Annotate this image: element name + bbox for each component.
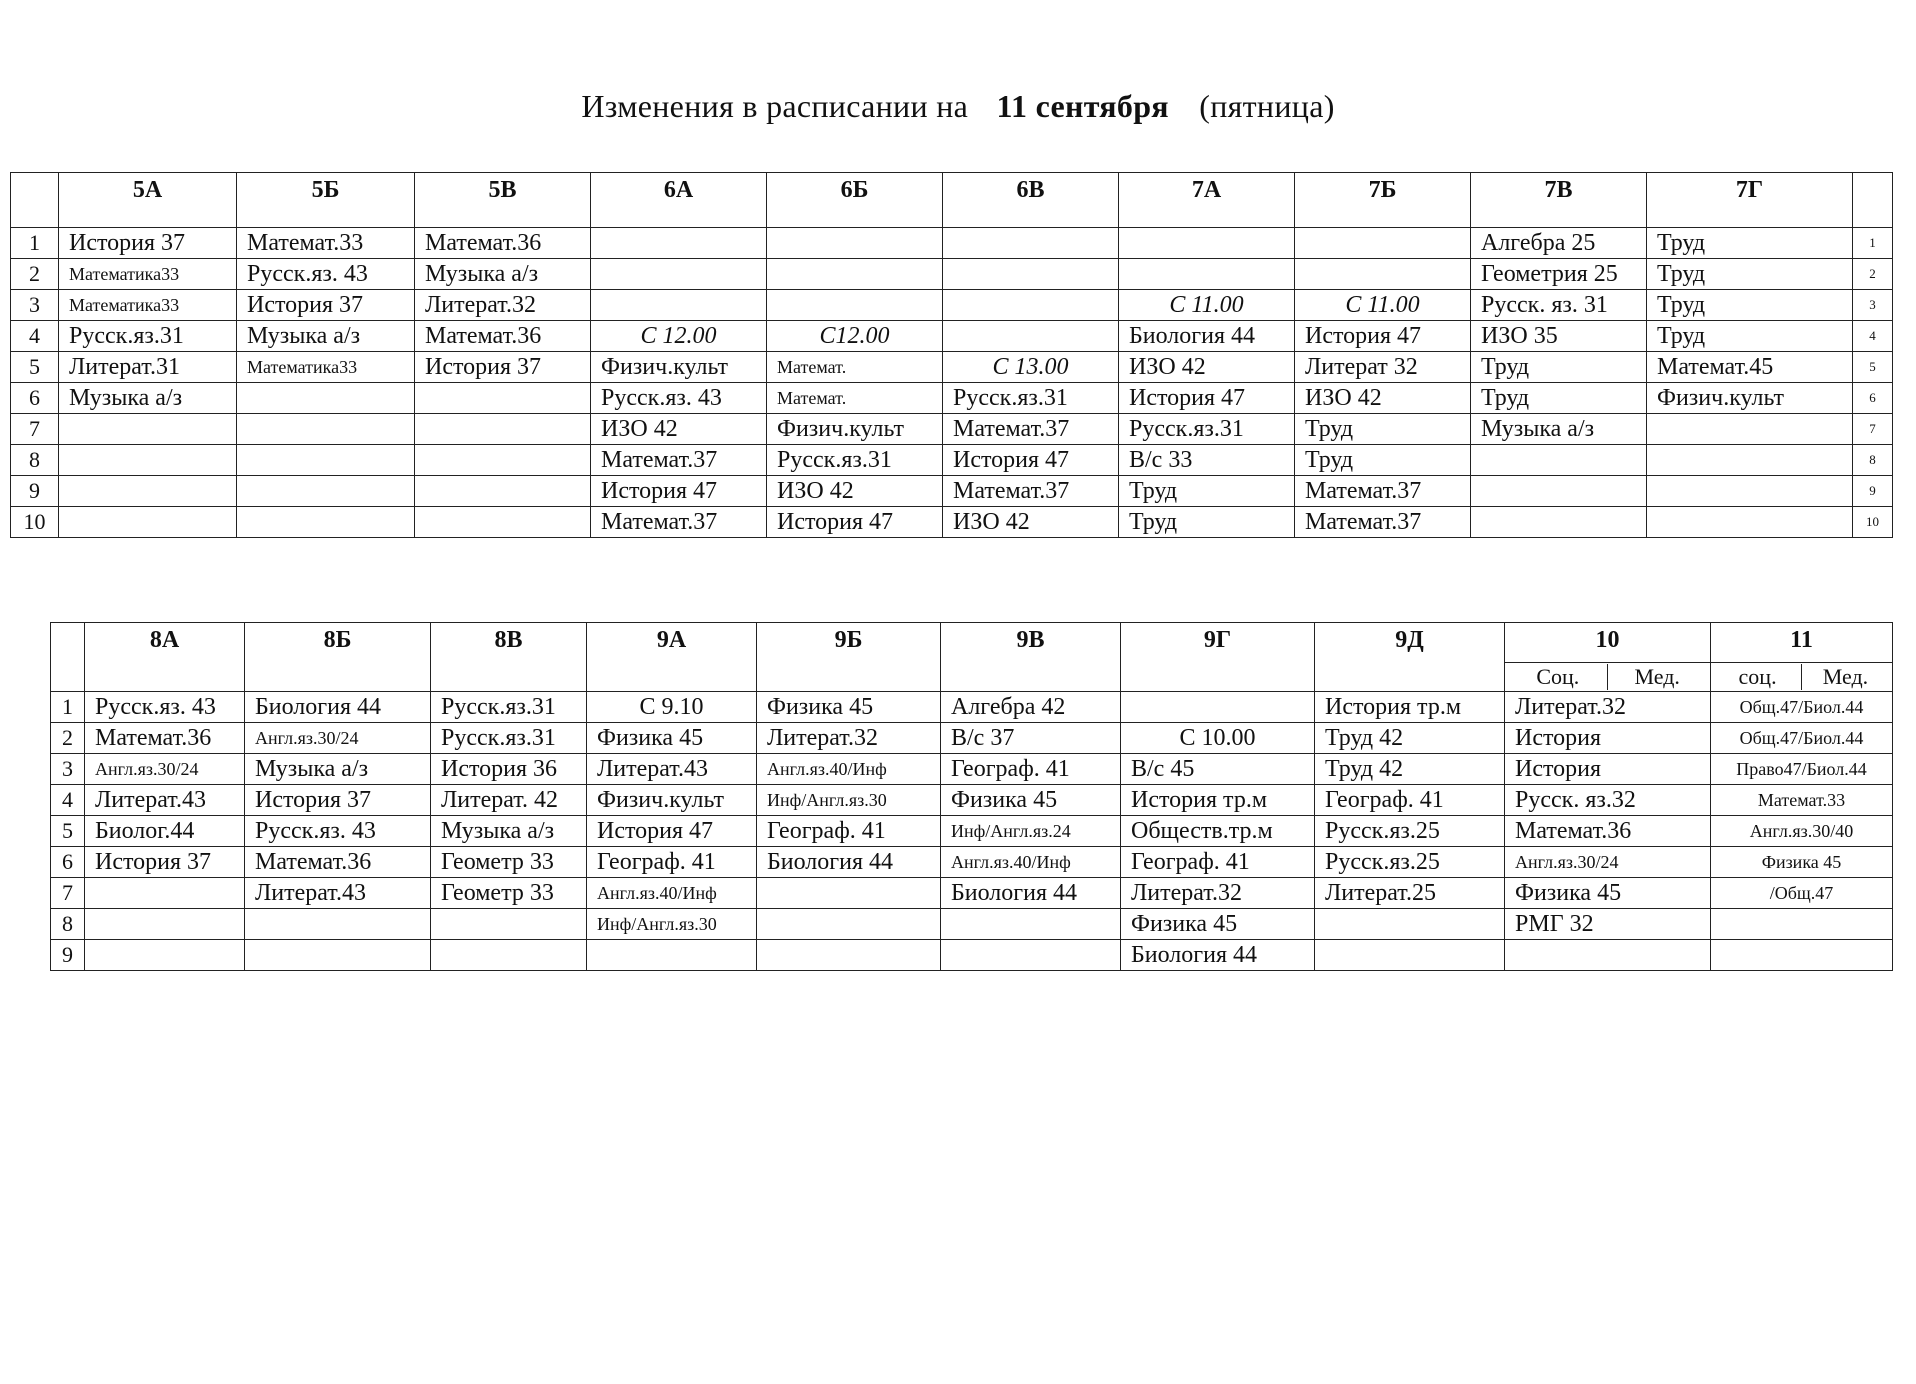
schedule-cell: С12.00 [767, 321, 943, 352]
schedule-cell: Биология 44 [245, 692, 431, 723]
schedule-cell: История 37 [415, 352, 591, 383]
schedule-cell: Англ.яз.40/Инф [757, 754, 941, 785]
schedule-cell: Географ. 41 [941, 754, 1121, 785]
table-row [11, 476, 1893, 507]
schedule-cell [591, 259, 767, 290]
schedule-cell: Инф/Англ.яз.30 [587, 909, 757, 940]
schedule-cell [85, 909, 245, 940]
schedule-cell: История 47 [587, 816, 757, 847]
schedule-cell: Англ.яз.40/Инф [941, 847, 1121, 878]
schedule-cell: Математ.37 [1295, 507, 1471, 538]
schedule-cell: Музыка а/з [59, 383, 237, 414]
schedule-cell: Литерат.32 [1121, 878, 1315, 909]
schedule-cell: С 10.00 [1121, 723, 1315, 754]
schedule-cell: Физика 45 [941, 785, 1121, 816]
schedule-cell: С 12.00 [591, 321, 767, 352]
schedule-cell: Труд [1647, 228, 1853, 259]
schedule-cell [415, 383, 591, 414]
schedule-cell: Русск.яз. 43 [591, 383, 767, 414]
schedule-cell: Музыка а/з [1471, 414, 1647, 445]
schedule-cell [59, 476, 237, 507]
schedule-cell: История 37 [85, 847, 245, 878]
schedule-cell: История 37 [245, 785, 431, 816]
schedule-cell: Литерат.31 [59, 352, 237, 383]
lesson-number-right: 5 [1853, 352, 1893, 383]
lesson-number: 1 [11, 228, 59, 259]
schedule-cell: Англ.яз.30/40 [1711, 816, 1893, 847]
lesson-number: 5 [11, 352, 59, 383]
title-date: 11 сентября [996, 88, 1169, 124]
schedule-cell: Русск.яз. 43 [237, 259, 415, 290]
schedule-cell [943, 321, 1119, 352]
schedule-cell: Литерат.43 [85, 785, 245, 816]
schedule-cell: Англ.яз.30/24 [245, 723, 431, 754]
schedule-cell: Русск.яз.31 [431, 692, 587, 723]
class-header: 7А [1119, 173, 1295, 228]
schedule-cell: Инф/Англ.яз.30 [757, 785, 941, 816]
lesson-number: 9 [11, 476, 59, 507]
table2-corner [51, 623, 85, 692]
schedule-cell: Физика 45 [1711, 847, 1893, 878]
schedule-cell: Общ.47/Биол.44 [1711, 692, 1893, 723]
schedule-cell [1647, 445, 1853, 476]
class-header: 7Б [1295, 173, 1471, 228]
schedule-cell [757, 909, 941, 940]
schedule-cell: Математ.37 [1295, 476, 1471, 507]
schedule-cell: История 47 [1119, 383, 1295, 414]
lesson-number: 6 [51, 847, 85, 878]
schedule-cell: С 11.00 [1295, 290, 1471, 321]
schedule-cell: Математ. [767, 352, 943, 383]
schedule-cell: Географ. 41 [587, 847, 757, 878]
schedule-cell [245, 940, 431, 971]
schedule-cell: Труд [1295, 414, 1471, 445]
schedule-cell [1119, 259, 1295, 290]
schedule-cell: История 47 [1295, 321, 1471, 352]
schedule-cell: Русск.яз.31 [1119, 414, 1295, 445]
schedule-cell: Биология 44 [1119, 321, 1295, 352]
schedule-cell: Математ.36 [415, 228, 591, 259]
lesson-number-right: 3 [1853, 290, 1893, 321]
lesson-number-right: 2 [1853, 259, 1893, 290]
lesson-number-right: 8 [1853, 445, 1893, 476]
schedule-cell [237, 476, 415, 507]
lesson-number: 3 [51, 754, 85, 785]
schedule-cell: С 13.00 [943, 352, 1119, 383]
title-day: (пятница) [1199, 88, 1335, 124]
schedule-cell [237, 445, 415, 476]
schedule-cell: Труд [1647, 321, 1853, 352]
schedule-cell [237, 507, 415, 538]
schedule-cell: Англ.яз.40/Инф [587, 878, 757, 909]
schedule-cell: /Общ.47 [1711, 878, 1893, 909]
schedule-cell: ИЗО 42 [591, 414, 767, 445]
schedule-cell: Труд [1471, 383, 1647, 414]
class-header: 5А [59, 173, 237, 228]
schedule-cell [85, 878, 245, 909]
schedule-cell: Математ.37 [591, 445, 767, 476]
schedule-cell: Труд [1471, 352, 1647, 383]
schedule-cell: Русск.яз.31 [767, 445, 943, 476]
schedule-cell: Русск. яз. 31 [1471, 290, 1647, 321]
schedule-cell: Литерат 32 [1295, 352, 1471, 383]
schedule-cell [757, 940, 941, 971]
schedule-cell [1295, 228, 1471, 259]
schedule-cell [1647, 476, 1853, 507]
schedule-cell: Математ.36 [85, 723, 245, 754]
class-header: 9А [587, 623, 757, 692]
table-row [51, 816, 1893, 847]
schedule-cell: Музыка а/з [431, 816, 587, 847]
schedule-cell: Литерат.32 [757, 723, 941, 754]
schedule-cell: Математ.45 [1647, 352, 1853, 383]
class-header: 6А [591, 173, 767, 228]
schedule-cell [591, 228, 767, 259]
schedule-cell: Обществ.тр.м [1121, 816, 1315, 847]
schedule-cell: Геометр 33 [431, 878, 587, 909]
schedule-cell [1647, 507, 1853, 538]
schedule-cell [431, 940, 587, 971]
lesson-number-right: 10 [1853, 507, 1893, 538]
schedule-table-grades-5-7 [10, 172, 1893, 538]
schedule-cell: Геометр 33 [431, 847, 587, 878]
schedule-cell: Труд [1119, 476, 1295, 507]
schedule-cell [1119, 228, 1295, 259]
schedule-cell: Алгебра 25 [1471, 228, 1647, 259]
schedule-cell: Физич.культ [1647, 383, 1853, 414]
schedule-cell: Физика 45 [757, 692, 941, 723]
schedule-cell: Англ.яз.30/24 [85, 754, 245, 785]
schedule-cell: Математ.37 [943, 414, 1119, 445]
lesson-number-right: 4 [1853, 321, 1893, 352]
schedule-cell: История [1505, 723, 1711, 754]
schedule-cell: Русск.яз. 43 [85, 692, 245, 723]
schedule-cell: ИЗО 42 [1119, 352, 1295, 383]
schedule-cell: Русск.яз.31 [59, 321, 237, 352]
schedule-cell [767, 290, 943, 321]
schedule-cell: Общ.47/Биол.44 [1711, 723, 1893, 754]
table-row [51, 723, 1893, 754]
schedule-cell [767, 259, 943, 290]
schedule-cell: Математ.36 [1505, 816, 1711, 847]
lesson-number: 4 [11, 321, 59, 352]
schedule-cell: Физич.культ [767, 414, 943, 445]
table1-header-row [11, 173, 1893, 228]
schedule-cell [943, 290, 1119, 321]
lesson-number: 7 [11, 414, 59, 445]
schedule-cell: Физич.культ [587, 785, 757, 816]
schedule-cell: Музыка а/з [245, 754, 431, 785]
table-row [51, 785, 1893, 816]
lesson-number-right: 7 [1853, 414, 1893, 445]
class-header: 7В [1471, 173, 1647, 228]
schedule-cell: Труд 42 [1315, 754, 1505, 785]
schedule-cell: Русск.яз.31 [431, 723, 587, 754]
schedule-cell: Физика 45 [587, 723, 757, 754]
schedule-cell: Литерат. 42 [431, 785, 587, 816]
table1-corner-right [1853, 173, 1893, 228]
class-header: 8А [85, 623, 245, 692]
schedule-cell [1121, 692, 1315, 723]
table-row [11, 259, 1893, 290]
schedule-cell: Физика 45 [1121, 909, 1315, 940]
schedule-cell: Математ.33 [237, 228, 415, 259]
schedule-cell: Музыка а/з [237, 321, 415, 352]
lesson-number: 8 [51, 909, 85, 940]
lesson-number: 6 [11, 383, 59, 414]
schedule-cell [591, 290, 767, 321]
schedule-cell: ИЗО 42 [1295, 383, 1471, 414]
table-row [51, 878, 1893, 909]
class-header: 8В [431, 623, 587, 692]
schedule-cell [587, 940, 757, 971]
schedule-cell: Биолог.44 [85, 816, 245, 847]
schedule-cell: Труд [1647, 259, 1853, 290]
schedule-cell [59, 507, 237, 538]
schedule-cell: РМГ 32 [1505, 909, 1711, 940]
schedule-cell: Математ.36 [245, 847, 431, 878]
schedule-cell: Математика33 [59, 290, 237, 321]
schedule-cell: Музыка а/з [415, 259, 591, 290]
schedule-cell: Математ. [767, 383, 943, 414]
schedule-cell: Алгебра 42 [941, 692, 1121, 723]
subheader-med: Мед. [1822, 664, 1869, 689]
schedule-cell: Русск. яз.32 [1505, 785, 1711, 816]
lesson-number: 10 [11, 507, 59, 538]
lesson-number: 2 [11, 259, 59, 290]
schedule-cell: История тр.м [1121, 785, 1315, 816]
schedule-cell: Англ.яз.30/24 [1505, 847, 1711, 878]
schedule-cell [1315, 940, 1505, 971]
class-header: 5Б [237, 173, 415, 228]
schedule-cell [941, 940, 1121, 971]
lesson-number: 5 [51, 816, 85, 847]
schedule-cell [245, 909, 431, 940]
schedule-cell: Географ. 41 [757, 816, 941, 847]
class-header: 5В [415, 173, 591, 228]
table-row [11, 414, 1893, 445]
table-row [11, 383, 1893, 414]
schedule-cell: Право47/Биол.44 [1711, 754, 1893, 785]
schedule-cell: В/с 45 [1121, 754, 1315, 785]
schedule-cell: История 47 [943, 445, 1119, 476]
schedule-cell: Русск.яз.25 [1315, 847, 1505, 878]
class-header: 7Г [1647, 173, 1853, 228]
table-row [51, 940, 1893, 971]
schedule-cell: Математ.33 [1711, 785, 1893, 816]
schedule-cell: История 36 [431, 754, 587, 785]
schedule-cell [1711, 909, 1893, 940]
schedule-cell [415, 507, 591, 538]
table-row [51, 847, 1893, 878]
schedule-cell [767, 228, 943, 259]
lesson-number-right: 6 [1853, 383, 1893, 414]
schedule-cell: С 11.00 [1119, 290, 1295, 321]
schedule-cell: История 37 [59, 228, 237, 259]
lesson-number: 8 [11, 445, 59, 476]
table-row [11, 352, 1893, 383]
schedule-cell [941, 909, 1121, 940]
schedule-table-grades-8-11 [50, 622, 1893, 971]
table-row [51, 692, 1893, 723]
schedule-cell [1471, 507, 1647, 538]
schedule-cell: Геометрия 25 [1471, 259, 1647, 290]
schedule-cell [415, 476, 591, 507]
schedule-cell: Русск.яз. 43 [245, 816, 431, 847]
table-row [51, 754, 1893, 785]
schedule-cell [59, 414, 237, 445]
schedule-cell: Биология 44 [1121, 940, 1315, 971]
lesson-number-right: 9 [1853, 476, 1893, 507]
profile-subheader-10 [1505, 663, 1711, 692]
schedule-cell: Биология 44 [941, 878, 1121, 909]
schedule-cell: Математ.37 [943, 476, 1119, 507]
schedule-cell: Математика33 [59, 259, 237, 290]
schedule-cell [943, 228, 1119, 259]
title-prefix: Изменения в расписании на [581, 88, 969, 124]
schedule-cell: Труд [1647, 290, 1853, 321]
table1-corner [11, 173, 59, 228]
table-row [11, 228, 1893, 259]
class-header: 11 [1711, 623, 1893, 663]
table2-header-row [51, 623, 1893, 663]
schedule-cell [1315, 909, 1505, 940]
schedule-cell: В/с 33 [1119, 445, 1295, 476]
schedule-cell: История 47 [767, 507, 943, 538]
lesson-number: 4 [51, 785, 85, 816]
schedule-cell: Литерат.32 [415, 290, 591, 321]
lesson-number: 7 [51, 878, 85, 909]
class-header: 9Д [1315, 623, 1505, 692]
schedule-cell: История [1505, 754, 1711, 785]
schedule-cell: Литерат.25 [1315, 878, 1505, 909]
lesson-number: 1 [51, 692, 85, 723]
lesson-number-right: 1 [1853, 228, 1893, 259]
table-row [11, 321, 1893, 352]
schedule-cell [415, 414, 591, 445]
schedule-cell: ИЗО 42 [943, 507, 1119, 538]
class-header: 6Б [767, 173, 943, 228]
page-title [0, 88, 1916, 125]
subheader-med: Мед. [1634, 664, 1680, 689]
schedule-cell: ИЗО 35 [1471, 321, 1647, 352]
schedule-cell: Русск.яз.25 [1315, 816, 1505, 847]
table-row [11, 507, 1893, 538]
schedule-cell [943, 259, 1119, 290]
schedule-cell: Математ.36 [415, 321, 591, 352]
subheader-soc: Соц. [1509, 664, 1608, 690]
schedule-cell: Биология 44 [757, 847, 941, 878]
schedule-cell [1505, 940, 1711, 971]
lesson-number: 9 [51, 940, 85, 971]
class-header: 9Г [1121, 623, 1315, 692]
class-header: 6В [943, 173, 1119, 228]
schedule-cell [757, 878, 941, 909]
schedule-cell: Физика 45 [1505, 878, 1711, 909]
schedule-cell [1471, 445, 1647, 476]
schedule-cell [1471, 476, 1647, 507]
schedule-cell: Литерат.43 [245, 878, 431, 909]
schedule-cell [1711, 940, 1893, 971]
schedule-cell: История 47 [591, 476, 767, 507]
schedule-cell: Математ.37 [591, 507, 767, 538]
schedule-cell [1295, 259, 1471, 290]
schedule-cell: Литерат.43 [587, 754, 757, 785]
schedule-cell: Труд [1295, 445, 1471, 476]
schedule-cell [59, 445, 237, 476]
class-header: 8Б [245, 623, 431, 692]
class-header: 10 [1505, 623, 1711, 663]
schedule-cell [431, 909, 587, 940]
schedule-cell: В/с 37 [941, 723, 1121, 754]
schedule-cell: История тр.м [1315, 692, 1505, 723]
schedule-cell: Географ. 41 [1121, 847, 1315, 878]
table-row [51, 909, 1893, 940]
schedule-cell [237, 414, 415, 445]
table-row [11, 445, 1893, 476]
schedule-cell: Русск.яз.31 [943, 383, 1119, 414]
class-header: 9Б [757, 623, 941, 692]
schedule-cell [1647, 414, 1853, 445]
schedule-cell [415, 445, 591, 476]
schedule-cell: Географ. 41 [1315, 785, 1505, 816]
table-row [11, 290, 1893, 321]
subheader-soc: соц. [1714, 664, 1802, 690]
schedule-cell [237, 383, 415, 414]
lesson-number: 3 [11, 290, 59, 321]
schedule-cell: Математика33 [237, 352, 415, 383]
schedule-cell: Труд [1119, 507, 1295, 538]
schedule-cell: Литерат.32 [1505, 692, 1711, 723]
profile-subheader-11 [1711, 663, 1893, 692]
schedule-cell: Инф/Англ.яз.24 [941, 816, 1121, 847]
class-header: 9В [941, 623, 1121, 692]
lesson-number: 2 [51, 723, 85, 754]
schedule-cell: Труд 42 [1315, 723, 1505, 754]
schedule-cell: С 9.10 [587, 692, 757, 723]
schedule-cell: Физич.культ [591, 352, 767, 383]
schedule-cell: ИЗО 42 [767, 476, 943, 507]
schedule-cell: История 37 [237, 290, 415, 321]
schedule-cell [85, 940, 245, 971]
